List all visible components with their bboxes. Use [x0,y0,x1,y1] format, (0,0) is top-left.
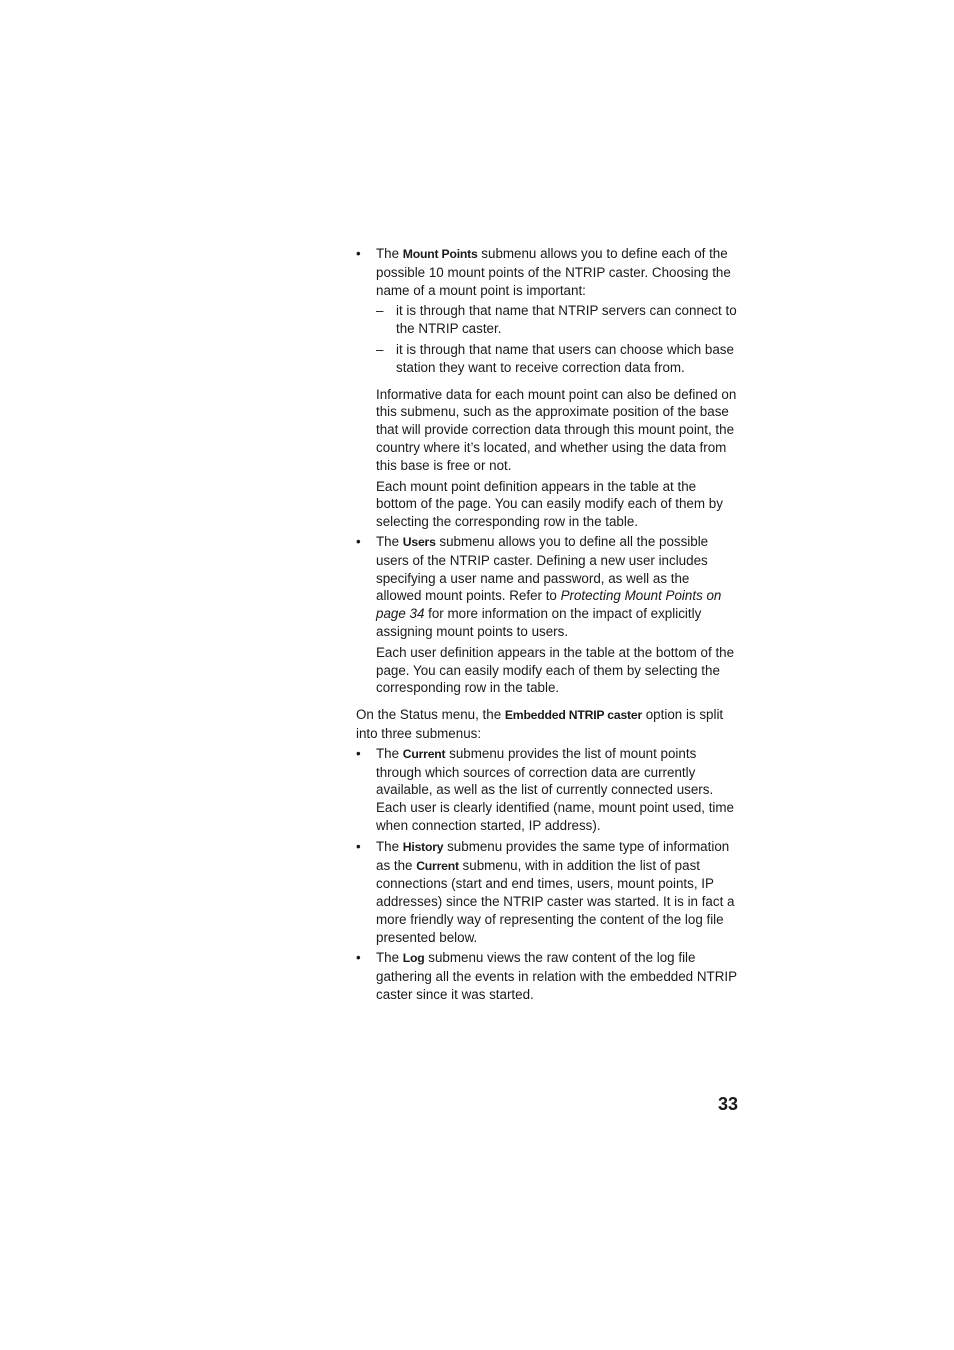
bullet-text [376,245,738,299]
paragraph-status-menu [356,706,738,743]
text-pre: The [376,950,403,966]
term-history: History [402,839,444,854]
bullet-mark: • [356,745,361,761]
page-number: 33 [717,1094,738,1114]
bullet-current [356,745,738,835]
bullet-history [356,838,738,947]
term-current: Current [416,858,459,873]
dash-item-servers [376,302,738,338]
bullet-text [376,745,738,835]
paragraph-mount-point-definition: Each mount point definition appears in the table at the bottom of the page. You can easily modify each of them by selecting the corresponding row in the table. [376,478,723,530]
dash-item-users [376,341,738,377]
term-current: Current [402,746,446,761]
dash-mark: – [376,303,384,319]
text-post: submenu views the raw content of the log file gathering all the events in relation with the embedded NTRIP caster since it was started. [376,950,737,1003]
text-post2: for more information on the impact of explicitly assigning mount points to users. [376,606,702,639]
text-pre: The [376,533,403,549]
bullet-text [376,533,738,641]
cross-reference-link[interactable]: Protecting Mount Points on page 34 [376,588,722,622]
text-post2: submenu, with in addition the list of past connections (start and end times, users, mount points, IP addresses) since the NTRIP caster was started. It is in fact a more friendly way of representing the content of the log file presented below. [376,857,735,945]
text-pre: On the Status menu, the [356,707,505,723]
dash-text: it is through that name that NTRIP servers can connect to the NTRIP caster. [396,303,737,337]
bullet-text [376,949,738,1003]
bullet-text [376,838,738,947]
text-pre: The [376,838,403,854]
text-post: option is split into three submenus: [356,707,724,741]
bullet-mark: • [356,246,361,261]
bullet-log [356,949,738,1003]
text-post: submenu provides the same type of information as the [376,838,730,873]
term-embedded-ntrip-caster: Embedded NTRIP caster [504,708,643,723]
bullet-mark: • [356,838,361,854]
text-post: submenu allows you to define each of the possible 10 mount points of the NTRIP caster. Choosing the name of a mount point is important: [376,246,731,298]
dash-mark: – [376,341,384,357]
bullet-mount-points [356,245,738,531]
text-pre: The [376,745,403,761]
text-post: submenu allows you to define all the possible users of the NTRIP caster. Defining a new user includes specifying a user name and password, as well as the allowed mount points. Refer to [376,533,709,604]
text-pre: The [376,246,403,261]
term-users: Users [402,534,436,549]
bullet-users [356,533,738,697]
dash-text: it is through that name that users can choose which base station they want to receive correction data from. [396,341,734,375]
page-content [356,245,738,1004]
paragraph-user-definition: Each user definition appears in the table at the bottom of the page. You can easily modify each of them by selecting the corresponding row in the table. [376,644,735,696]
bullet-mark: • [356,533,361,549]
bullet-mark: • [356,950,361,966]
term-mount-points: Mount Points [402,247,478,261]
text-post: submenu provides the list of mount points through which sources of correction data are currently available, as well as the list of currently connected users. Each user is clearly identified (name, mount point used, time when connection started, IP address). [376,745,735,833]
paragraph-informative-data: Informative data for each mount point can also be defined on this submenu, such as the approximate position of the base that will provide correction data through this mount point, the country where it’s located, and whether using the data from this base is free or not. [376,386,737,473]
term-log: Log [402,951,425,966]
